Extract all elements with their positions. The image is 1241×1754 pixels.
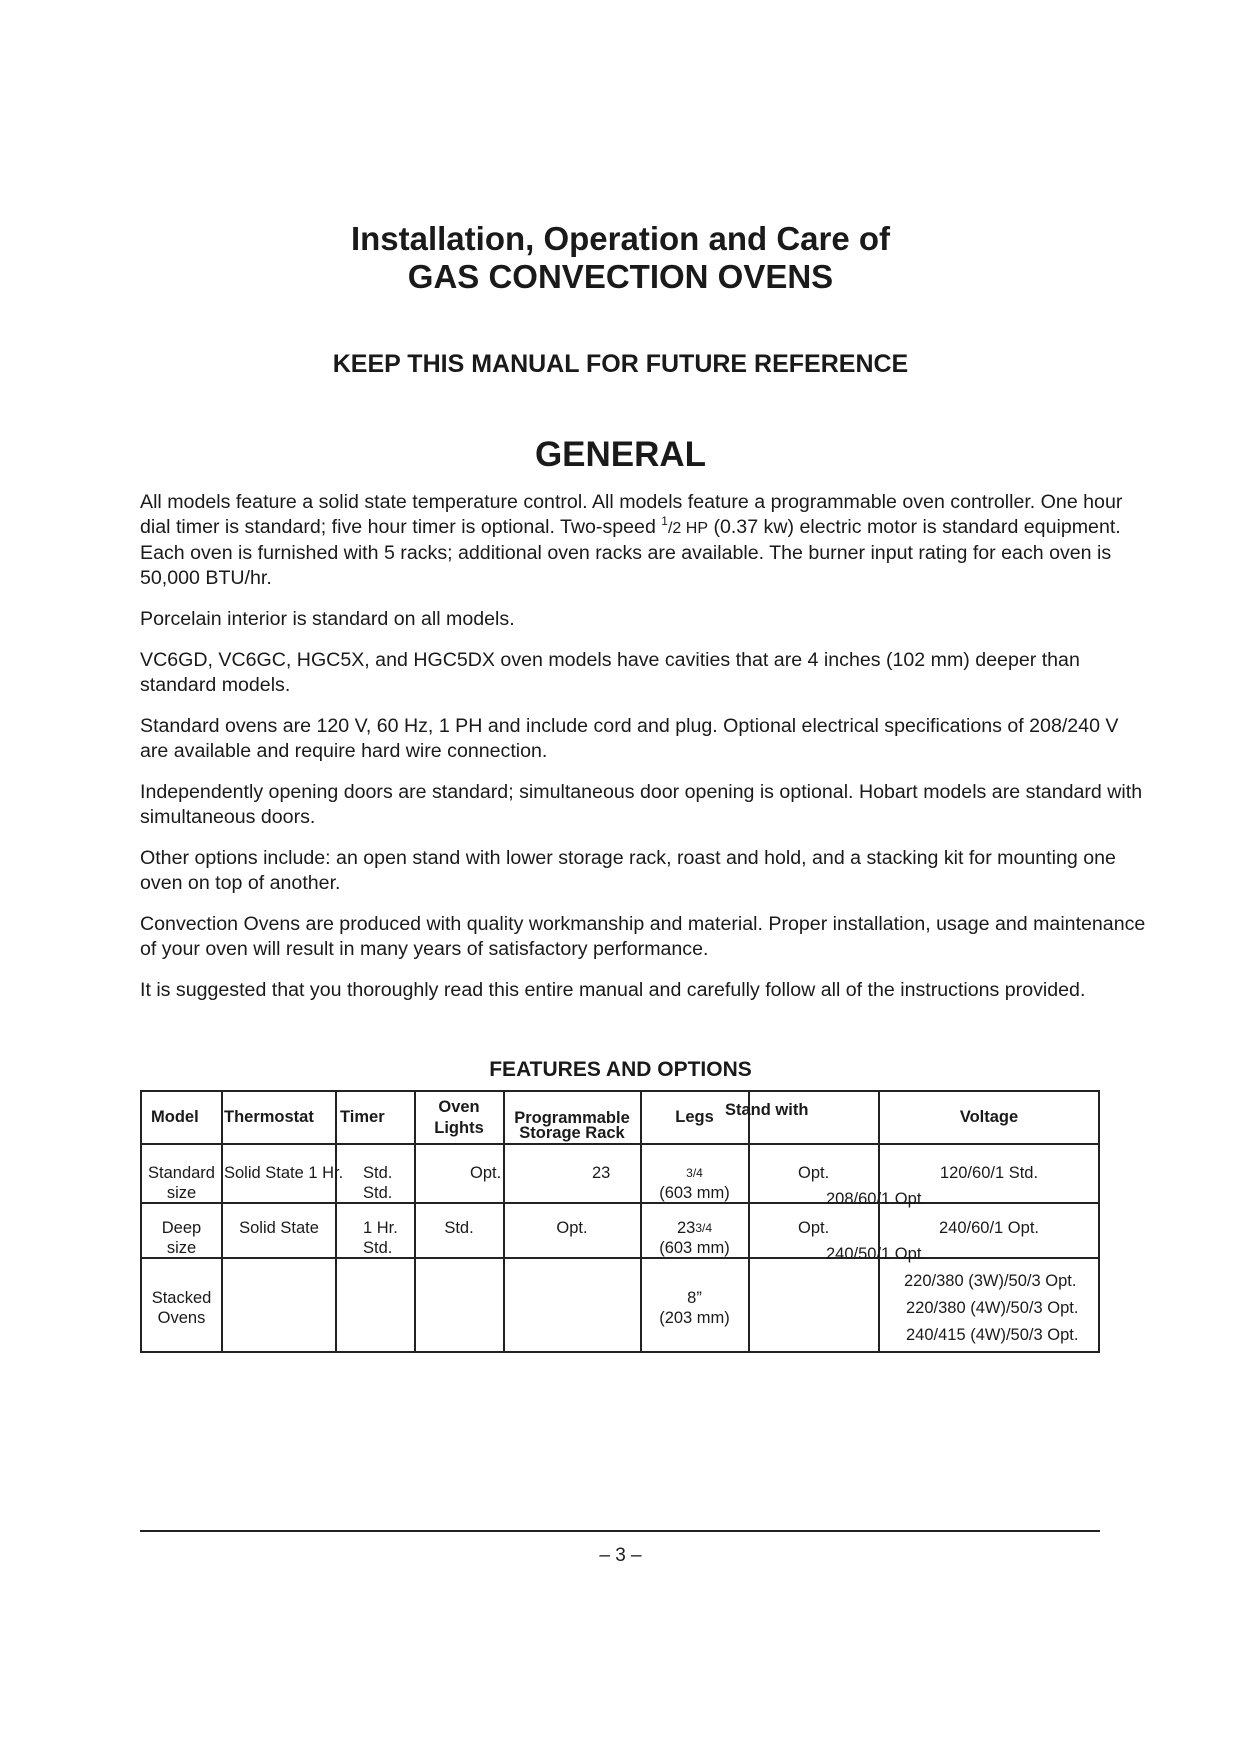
row2-stand-voltage: 240/50/1 Opt. [826,1245,926,1263]
table-col-divider [748,1090,750,1353]
row2-programmable: Opt. [556,1219,588,1237]
features-options-title: FEATURES AND OPTIONS [489,1058,752,1081]
row1-stand-voltage: 208/60/1 Opt. [826,1190,926,1208]
row1-voltage: 120/60/1 Std. [939,1164,1039,1182]
row3-legs-mm: (203 mm) [659,1309,730,1327]
header-thermostat: Thermostat [224,1108,314,1126]
row1-stand: Opt. [798,1164,830,1182]
table-row-divider [140,1202,1100,1204]
paragraph-read-manual: It is suggested that you thoroughly read this entire manual and carefully follow all of the instructions provided. [140,979,1086,1001]
features-options-table [140,1090,1100,1353]
paragraph-features [140,490,1150,591]
row3-legs: 8” [687,1289,702,1307]
general-body-text [140,490,1150,1019]
paragraph-quality: Convection Ovens are produced with quality workmanship and material. Proper installation, usage and maintenance of your oven will result in many years of satisfactory performance. [140,913,1146,960]
header-timer: Timer [340,1108,385,1126]
paragraph-electrical: Standard ovens are 120 V, 60 Hz, 1 PH and include cord and plug. Optional electrical specifications of 208/240 V are available and require hard wire connection. [140,715,1119,762]
page-number: – 3 – [599,1545,642,1566]
row3-model-2: Ovens [157,1309,206,1327]
paragraph-features-part-a: All models feature a solid state temperature control. All models feature a programmable oven controller. One hour dial timer is standard; five hour timer is optional. Two-speed [140,491,1123,538]
section-heading-general: GENERAL [534,435,707,474]
row3-voltage-2: 220/380 (4W)/50/3 Opt. [906,1299,1079,1317]
paragraph-features-part-b: (0.37 kw) electric motor is standard equipment. Each oven is furnished with 5 racks; additional oven racks are available. The burner input rating for each oven is 50,000 BTU/hr. [140,516,1121,589]
row1-model-1: Standard [148,1164,215,1182]
paragraph-other-options: Other options include: an open stand with lower storage rack, roast and hold, and a stacking kit for mounting one oven on top of another. [140,847,1116,894]
fraction-denominator: /2 [667,520,682,537]
paragraph-deep-models: VC6GD, VC6GC, HGC5X, and HGC5DX oven models have cavities that are 4 inches (102 mm) deeper than standard models. [140,649,1080,696]
row1-timer-1: Std. [363,1164,393,1182]
row2-model-2: size [166,1239,197,1257]
footer-rule [140,1530,1100,1532]
header-model: Model [151,1108,199,1126]
row3-voltage-1: 220/380 (3W)/50/3 Opt. [904,1272,1077,1290]
row3-model-1: Stacked [151,1289,212,1307]
table-col-divider [335,1090,337,1353]
row2-legs-fraction: 3/4 [695,1221,713,1235]
paragraph-porcelain: Porcelain interior is standard on all models. [140,608,515,630]
header-voltage: Voltage [959,1108,1019,1126]
row1-thermostat: Solid State 1 Hr. [224,1164,344,1182]
row1-programmable: 23 [592,1164,611,1182]
row1-legs-fraction: 3/4 [686,1166,703,1180]
document-title-line-1: Installation, Operation and Care of [350,220,891,257]
table-row-divider [140,1257,1100,1259]
row2-stand: Opt. [798,1219,830,1237]
header-oven-lights-1: Oven [438,1098,480,1116]
document-title-line-2: GAS CONVECTION OVENS [407,258,834,295]
header-programmable-1: Programmable [514,1109,630,1127]
keep-manual-notice: KEEP THIS MANUAL FOR FUTURE REFERENCE [332,350,909,378]
row3-voltage-3: 240/415 (4W)/50/3 Opt. [906,1326,1079,1344]
row2-model-1: Deep [161,1219,202,1237]
hp-unit: HP [681,520,708,537]
row1-timer-2: Std. [363,1184,393,1202]
row1-oven-lights: Opt. [470,1164,502,1182]
row2-legs [642,1218,747,1238]
header-stand-with: Stand with [725,1101,809,1119]
row2-timer-2: Std. [363,1239,393,1257]
header-oven-lights-2: Lights [434,1119,484,1137]
fraction-numerator: 1 [661,514,668,528]
row2-legs-mm: (603 mm) [659,1239,730,1257]
row1-legs-mm: (603 mm) [659,1184,730,1202]
header-legs: Legs [675,1108,714,1126]
table-header-divider [140,1143,1100,1145]
paragraph-doors: Independently opening doors are standard; simultaneous door opening is optional. Hobart models are standard with simultaneous doors. [140,781,1143,828]
header-programmable-2: Storage Rack [519,1124,625,1142]
row2-legs-main: 23 [676,1219,696,1237]
row2-timer-1: 1 Hr. [363,1219,398,1237]
row1-model-2: size [166,1184,197,1202]
row2-voltage: 240/60/1 Opt. [939,1219,1039,1237]
row2-oven-lights: Std. [444,1219,474,1237]
row2-thermostat: Solid State [239,1219,319,1237]
